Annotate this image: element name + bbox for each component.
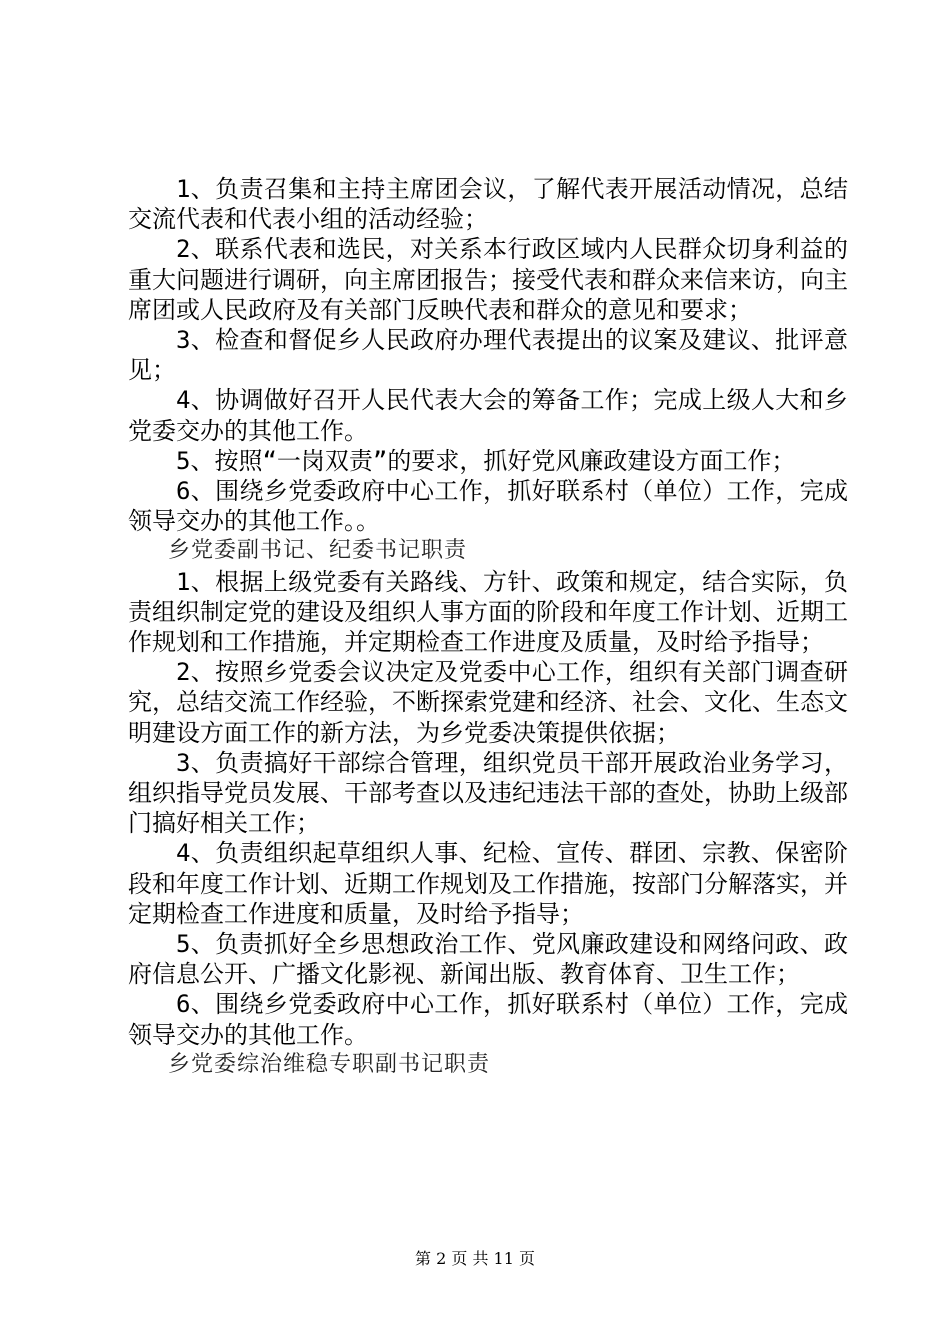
duty-item: 3、检查和督促乡人民政府办理代表提出的议案及建议、批评意见； (128, 326, 848, 385)
section-heading: 乡党委副书记、纪委书记职责 (168, 538, 468, 564)
duty-item: 4、协调做好召开人民代表大会的筹备工作；完成上级人大和乡党委交办的其他工作。 (128, 386, 848, 445)
duty-item: 3、负责搞好干部综合管理，组织党员干部开展政治业务学习，组织指导党员发展、干部考查以及违纪违法干部的查处，协助上级部门搞好相关工作； (128, 748, 848, 838)
duty-item: 5、按照“一岗双责”的要求，抓好党风廉政建设方面工作； (176, 446, 796, 475)
section-heading: 乡党委综治维稳专职副书记职责 (168, 1051, 491, 1077)
duty-item: 6、围绕乡党委政府中心工作，抓好联系村（单位）工作，完成领导交办的其他工作。。 (128, 477, 848, 536)
duty-item: 6、围绕乡党委政府中心工作，抓好联系村（单位）工作，完成领导交办的其他工作。 (128, 990, 848, 1049)
page-number: 第 2 页 共 11 页 (415, 1249, 535, 1268)
duty-item: 2、按照乡党委会议决定及党委中心工作，组织有关部门调查研究，总结交流工作经验，不断探索党建和经济、社会、文化、生态文明建设方面工作的新方法，为乡党委决策提供依据； (128, 658, 848, 747)
duty-item: 2、联系代表和选民，对关系本行政区域内人民群众切身利益的重大问题进行调研，向主席团报告；接受代表和群众来信来访，向主席团或人民政府及有关部门反映代表和群众的意见和要求； (128, 235, 848, 324)
document-body (128, 174, 848, 1080)
duty-item: 1、根据上级党委有关路线、方针、政策和规定，结合实际，负责组织制定党的建设及组织人事方面的阶段和年度工作计划、近期工作规划和工作措施，并定期检查工作进度及质量，及时给予指导； (128, 567, 848, 657)
duty-item: 1、负责召集和主持主席团会议，了解代表开展活动情况，总结交流代表和代表小组的活动经验； (128, 175, 848, 234)
duty-item: 4、负责组织起草组织人事、纪检、宣传、群团、宗教、保密阶段和年度工作计划、近期工作规划及工作措施，按部门分解落实，并定期检查工作进度和质量，及时给予指导； (128, 839, 848, 928)
duty-item: 5、负责抓好全乡思想政治工作、党风廉政建设和网络问政、政府信息公开、广播文化影视、新闻出版、教育体育、卫生工作； (128, 930, 848, 989)
